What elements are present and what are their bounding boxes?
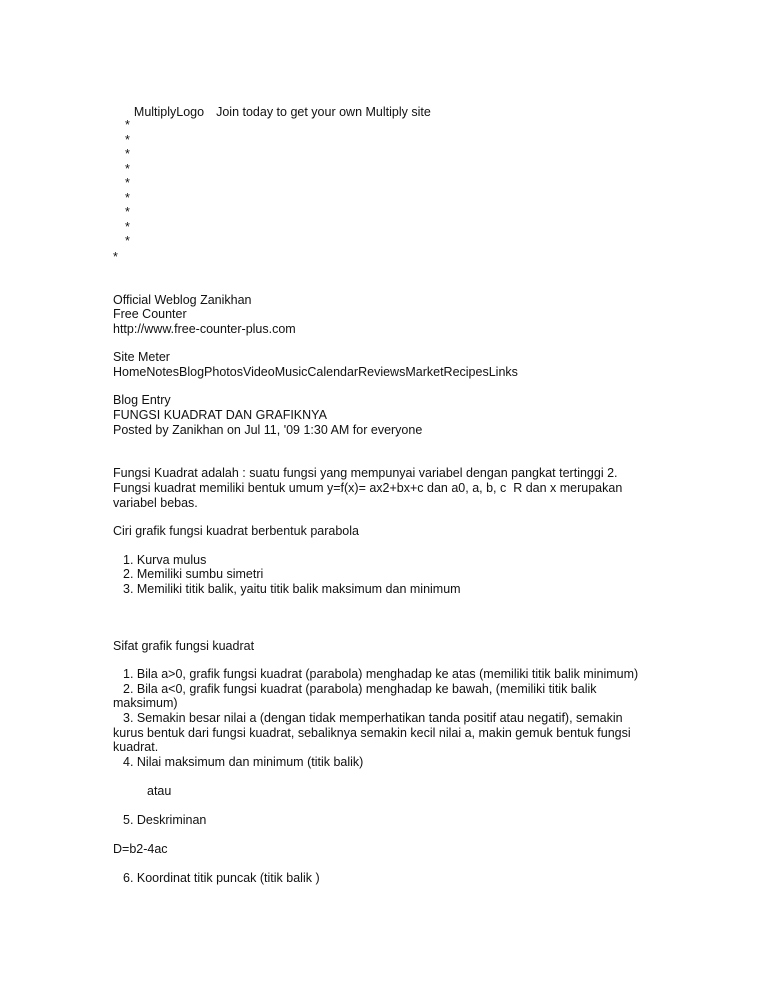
menu-bullet: *: [113, 250, 118, 264]
nav-item-market[interactable]: Market: [405, 365, 444, 379]
menu-bullet: *: [125, 162, 130, 176]
entry-title[interactable]: FUNGSI KUADRAT DAN GRAFIKNYA: [113, 408, 327, 422]
nav-item-calendar[interactable]: Calendar: [307, 365, 359, 379]
intro-line: variabel bebas.: [113, 496, 198, 510]
free-counter-label: Free Counter: [113, 307, 187, 321]
nav-item-notes[interactable]: Notes: [146, 365, 179, 379]
sifat-list-item: 1. Bila a>0, grafik fungsi kuadrat (parabola) menghadap ke atas (memiliki titik balik minimum): [123, 667, 639, 681]
multiply-logo[interactable]: MultiplyLogo: [133, 105, 205, 119]
nav-item-blog[interactable]: Blog: [179, 365, 205, 379]
menu-bullet: *: [125, 220, 130, 234]
menu-bullet: *: [125, 191, 130, 205]
site-name[interactable]: Official Weblog Zanikhan: [113, 293, 252, 307]
menu-bullet: *: [125, 118, 130, 132]
ciri-list-item: 3. Memiliki titik balik, yaitu titik balik maksimum dan minimum: [123, 582, 461, 596]
nav-item-video[interactable]: Video: [242, 365, 275, 379]
sifat-list-item: 3. Semakin besar nilai a (dengan tidak memperhatikan tanda positif atau negatif), semakin: [123, 711, 623, 725]
intro-line: Fungsi Kuadrat adalah : suatu fungsi yang mempunyai variabel dengan pangkat tertinggi 2.: [113, 466, 618, 480]
ciri-list-item: 2. Memiliki sumbu simetri: [123, 567, 264, 581]
menu-bullet: *: [125, 176, 130, 190]
nav-item-photos[interactable]: Photos: [204, 365, 243, 379]
sifat-list-item-cont: kuadrat.: [113, 740, 159, 754]
discriminant-formula: D=b2-4ac: [113, 842, 168, 856]
ciri-heading: Ciri grafik fungsi kuadrat berbentuk parabola: [113, 524, 359, 538]
sifat-list-item: 5. Deskriminan: [123, 813, 207, 827]
menu-bullet: *: [125, 234, 130, 248]
counter-link[interactable]: http://www.free-counter-plus.com: [113, 322, 296, 336]
nav-item-recipes[interactable]: Recipes: [443, 365, 489, 379]
atau-text: atau: [147, 784, 172, 798]
entry-meta: Posted by Zanikhan on Jul 11, '09 1:30 AM for everyone: [113, 423, 423, 437]
menu-bullet: *: [125, 147, 130, 161]
menu-bullet: *: [125, 205, 130, 219]
nav-item-links[interactable]: Links: [488, 365, 518, 379]
nav-item-music[interactable]: Music: [274, 365, 308, 379]
intro-line: Fungsi kuadrat memiliki bentuk umum y=f(x)= ax2+bx+c dan a0, a, b, c R dan x merupakan: [113, 481, 623, 495]
join-link[interactable]: Join today to get your own Multiply site: [216, 105, 431, 119]
sifat-list-item: 4. Nilai maksimum dan minimum (titik balik): [123, 755, 364, 769]
sifat-heading: Sifat grafik fungsi kuadrat: [113, 639, 255, 653]
ciri-list-item: 1. Kurva mulus: [123, 553, 207, 567]
nav-item-home[interactable]: Home: [113, 365, 147, 379]
header-bar: [120, 90, 431, 135]
entry-label: Blog Entry: [113, 393, 171, 407]
nav-bar: [113, 365, 518, 380]
sifat-list-item: 6. Koordinat titik puncak (titik balik ): [123, 871, 320, 885]
nav-item-reviews[interactable]: Reviews: [358, 365, 406, 379]
sifat-list-item: 2. Bila a<0, grafik fungsi kuadrat (parabola) menghadap ke bawah, (memiliki titik balik: [123, 682, 597, 696]
menu-bullet: *: [125, 133, 130, 147]
site-meter-label: Site Meter: [113, 350, 170, 364]
sifat-list-item-cont: maksimum): [113, 696, 178, 710]
sifat-list-item-cont: kurus bentuk dari fungsi kuadrat, sebaliknya semakin kecil nilai a, makin gemuk bentuk fungsi: [113, 726, 631, 740]
